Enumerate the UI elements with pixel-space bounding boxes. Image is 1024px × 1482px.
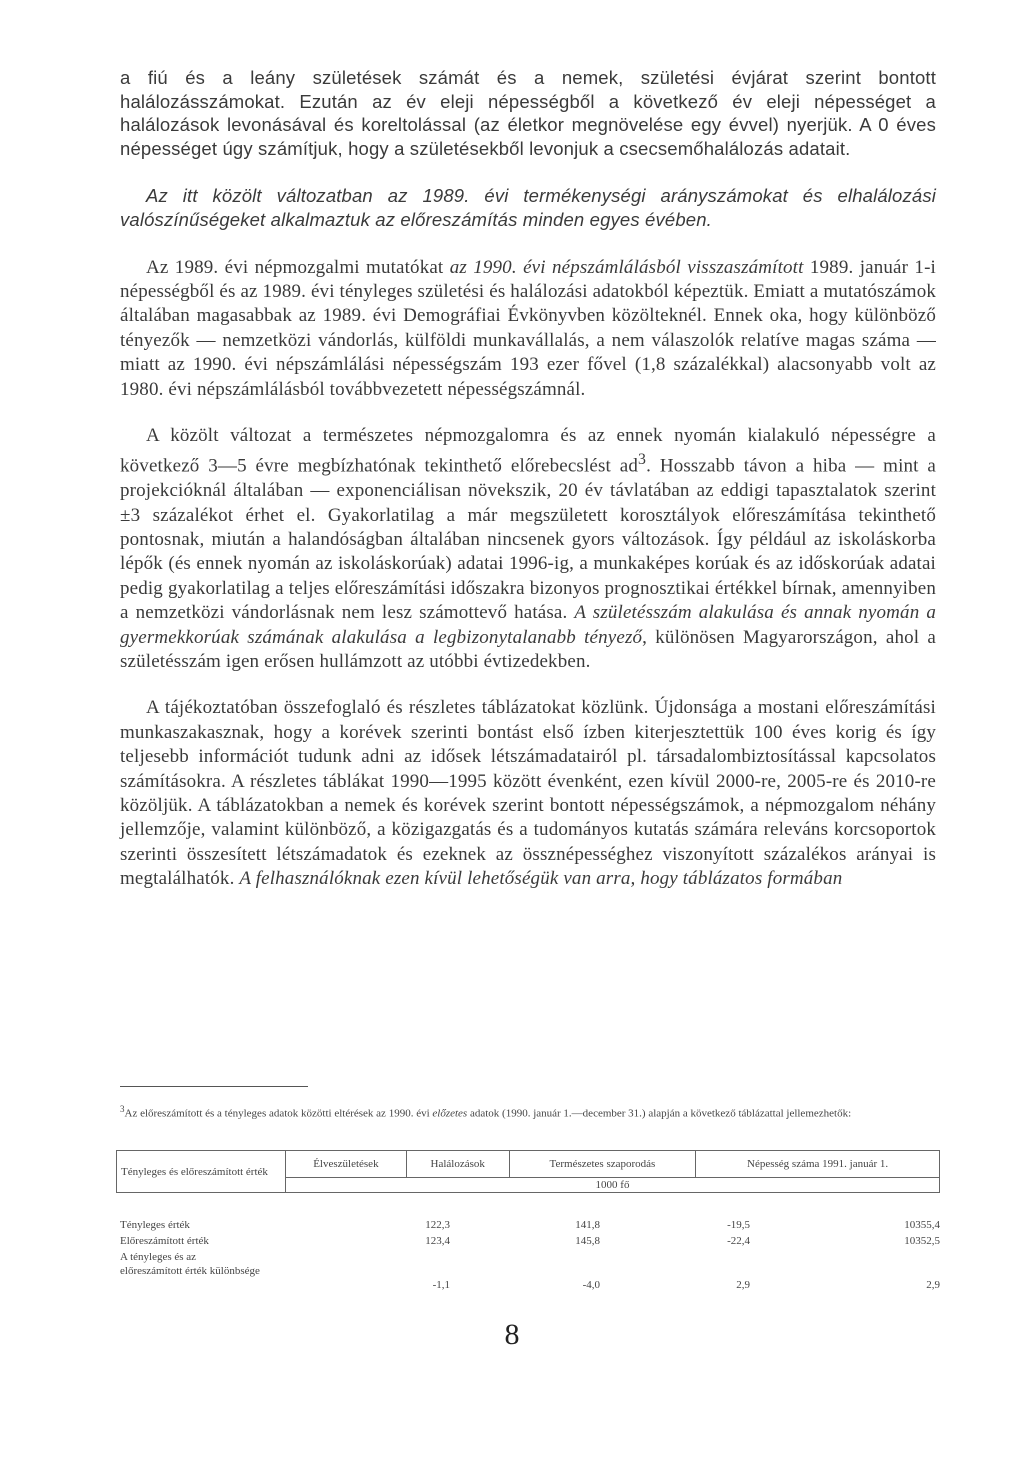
table-cell: -22,4 bbox=[727, 1235, 750, 1247]
footnote-table-header bbox=[117, 1151, 940, 1178]
table-header-cell: Népesség száma 1991. január 1. bbox=[696, 1151, 940, 1178]
table-row bbox=[120, 1234, 940, 1250]
footnote-ref: 3 bbox=[638, 451, 647, 469]
table-header-cell: Élveszületések bbox=[286, 1151, 407, 1178]
paragraph-1: a fiú és a leány születések számát és a nemek, születési évjárat szerint bontott halálozásszámokat. Ezután az év eleji népességből a következő év eleji népességet a halálozások levonásával és koreltolással (az életkor megnövelése egy évvel) nyerjük. A 0 éves népességet úgy számítjuk, hogy a születésekből levonjuk a csecsemőhalálozás adatait. bbox=[120, 67, 936, 159]
p5-text-a: A tájékoztatóban összefoglaló és részletes táblázatokat közlünk. Újdonsága a mostani előreszámítási munkaszakasznak, hogy a korévek szerinti bontást első ízben kiterjesztettük 100 éves korig és így teljesebb információt tudunk adni az idősek létszámadatairól pl. társadalombiztosítással kapcsolatos számításokra. A részletes táblákat 1990—1995 között évenként, ezen kívül 2000-re, 2005-re és 2010-re közöljük. A táblázatokban a nemek és korévek szerint bontott népességszámok, a népmozgalom néhány jellemzője, valamint különböző, a közigazgatás és a tudományos kutatás számára releváns korcsoportok szerinti összesített létszámadatok és ezeknek az össznépességhez viszonyított százalékos arányai is megtalálhatók. bbox=[120, 697, 936, 890]
p3-text-a: Az 1989. évi népmozgalmi mutatókat bbox=[146, 256, 450, 278]
row-label: A tényleges és az előreszámított érték különbsége bbox=[120, 1251, 260, 1277]
paragraph-3 bbox=[120, 256, 936, 402]
table-cell: -4,0 bbox=[582, 1279, 600, 1291]
p3-italic: az 1990. évi népszámlálásból visszaszámított bbox=[449, 256, 804, 278]
p4-italic: A születésszám alakulása és annak nyomán a gyermekkorúak számának alakulása a legbizonytalanabb tényező bbox=[120, 602, 936, 648]
row-label: Előreszámított érték bbox=[120, 1235, 209, 1247]
footnote-table bbox=[116, 1150, 940, 1193]
p5-italic: A felhasználóknak ezen kívül lehetőségük van arra, hogy táblázatos formában bbox=[239, 868, 843, 890]
p4-text-b: . Hosszabb távon a hiba — mint a projekcióknál általában — exponenciálisan növekszik, 20 év távlatában az eddigi tapasztalatok szerint ±3 százalékot érhet el. Gyakorlatilag a már megszületett korosztályok előreszámítása tekinthető pontosnak, miután a halandóságban általában nincsenek gyors változások. Így például az iskoláskorba lépők (és ennek nyomán az iskoláskorúak) adatai 1996-ig, a munkaképes korúak és az időskorúak adatai pedig gyakorlatilag a teljes előreszámítási időszakra bizonyos prognosztikai értékkel bírnak, amennyiben a nemzetközi vándorlásnak nem lesz számottevő hatása. bbox=[120, 455, 936, 624]
table-cell: -19,5 bbox=[727, 1219, 750, 1231]
table-cell: 2,9 bbox=[926, 1279, 940, 1291]
table-cell: -1,1 bbox=[432, 1279, 450, 1291]
footnote-marker: 3 bbox=[120, 1104, 125, 1114]
row-label: Tényleges érték bbox=[120, 1219, 190, 1231]
p4-text-d: , különösen Magyarországon, ahol a születésszám igen erősen hullámzott az utóbbi évtizedekben. bbox=[120, 626, 936, 672]
table-cell: 10355,4 bbox=[904, 1219, 940, 1231]
table-cell: 2,9 bbox=[736, 1279, 750, 1291]
footnote bbox=[120, 1100, 940, 1123]
table-cell: 122,3 bbox=[425, 1219, 450, 1231]
footnote-table-body bbox=[120, 1218, 940, 1294]
table-header-cell: Természetes szaporodás bbox=[509, 1151, 695, 1178]
table-unit: 1000 fő bbox=[286, 1178, 940, 1193]
table-cell: 123,4 bbox=[425, 1235, 450, 1247]
table-header-cell: Halálozások bbox=[406, 1151, 509, 1178]
table-cell: 145,8 bbox=[575, 1235, 600, 1247]
table-header-cell: Tényleges és előreszámított érték bbox=[117, 1151, 286, 1193]
table-row bbox=[120, 1218, 940, 1234]
paragraph-2-italic: Az itt közölt változatban az 1989. évi termékenységi arányszámokat és elhalálozási valószínűségeket alkalmaztuk az előreszámítás minden egyes évében. bbox=[120, 185, 936, 230]
table-cell: 141,8 bbox=[575, 1219, 600, 1231]
footnote-divider bbox=[120, 1086, 308, 1087]
footnote-text-italic: előzetes bbox=[432, 1107, 468, 1120]
table-cell: 10352,5 bbox=[904, 1235, 940, 1247]
page-body bbox=[120, 66, 936, 892]
paragraph-5 bbox=[120, 696, 936, 891]
page-number: 8 bbox=[504, 1318, 520, 1351]
p3-text-c: 1989. január 1-i népességből és az 1989. évi tényleges születési és halálozási adatokból képeztük. Emiatt a mutatószámok általában magasabbak az 1989. évi Demográfiai Évkönyvben közölteknél. Ennek oka, hogy különböző tényezők — nemzetközi vándorlás, külföldi munkavállalás, a nem válaszolók relatíve magas száma — miatt az 1990. évi népszámlálási népességszám 193 ezer fővel (1,8 százalékkal) alacsonyabb volt az 1980. évi népszámlálásból továbbvezetett népességszámnál. bbox=[120, 256, 936, 400]
footnote-text-end: adatok (1990. január 1.—december 31.) alapján a következő táblázattal jellemezhetők: bbox=[467, 1107, 852, 1120]
table-row bbox=[120, 1250, 940, 1294]
footnote-text: Az előreszámított és a tényleges adatok közötti eltérések az 1990. évi bbox=[124, 1107, 433, 1120]
p4-text-a: A közölt változat a természetes népmozgalomra és az ennek nyomán kialakuló népességre a következő 3—5 évre megbízhatónak tekinthető előrebecslést ad bbox=[120, 425, 936, 477]
paragraph-4 bbox=[120, 424, 936, 674]
